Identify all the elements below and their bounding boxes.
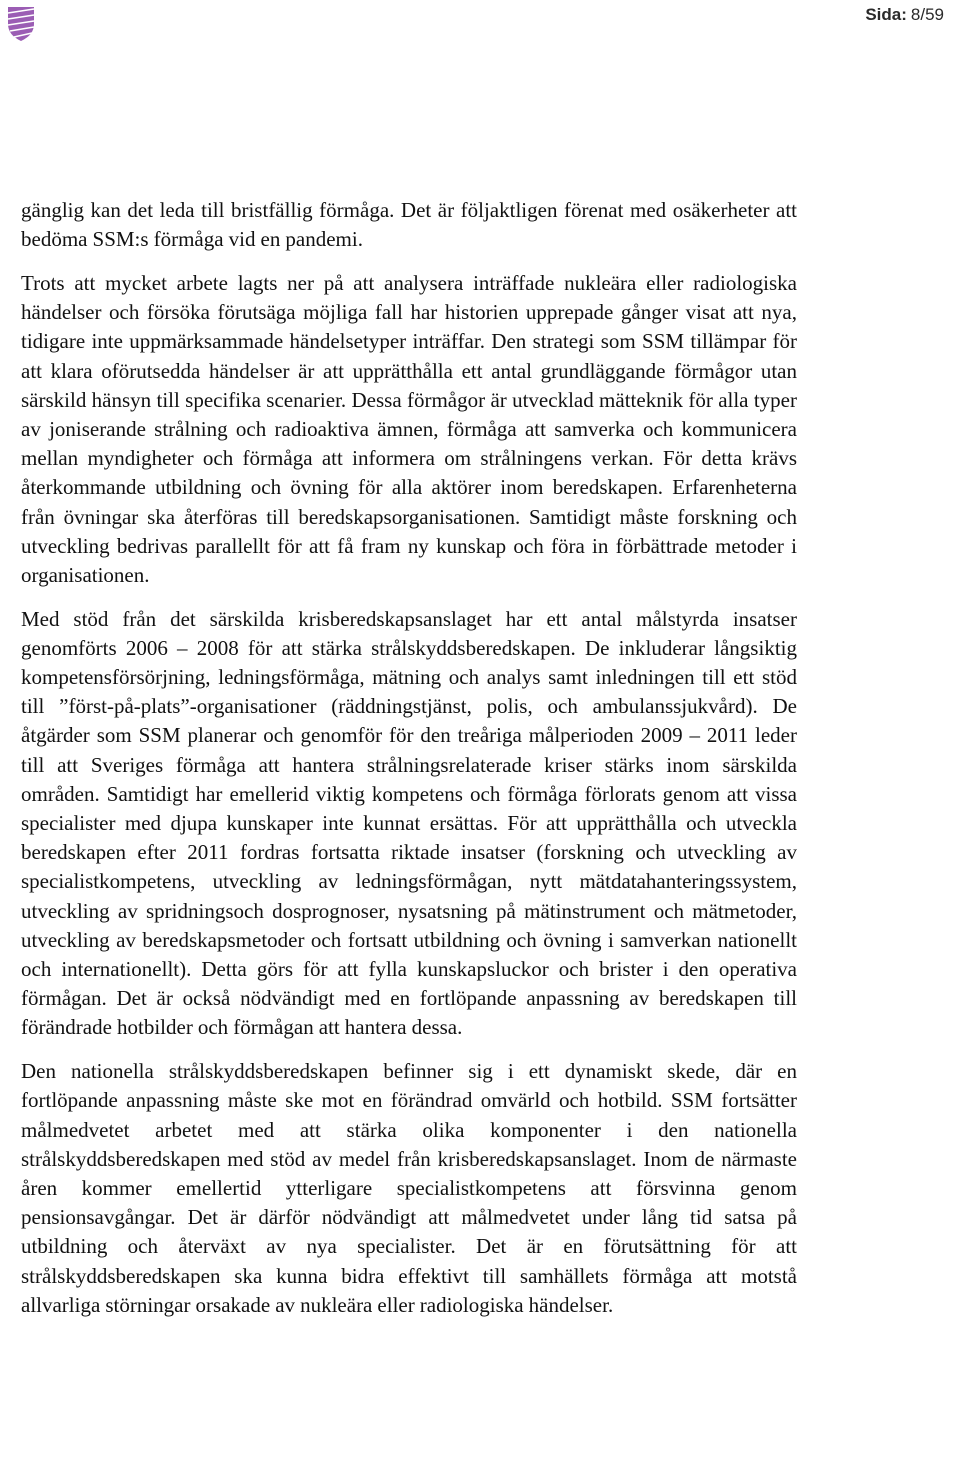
page-indicator [865,5,944,25]
shield-logo-icon [6,4,36,42]
page-number: 8/59 [910,5,944,24]
page-label: Sida: [865,5,907,24]
document-body [21,196,797,1335]
paragraph: Den nationella strålskyddsberedskapen befinner sig i ett dynamiskt skede, där en fortlöpande anpassning måste ske mot en förändrad omvärld och hotbild. SSM fortsätter målmedvetet arbetet med att stärka olika komponenter i den nationella strålskyddsberedskapen med stöd av medel från krisberedskapsanslaget. Inom de närmaste åren kommer emellertid ytterligare specialistkompetens att försvinna genom pensionsavgångar. Det är därför nödvändigt att målmedvetet under lång tid satsa på utbildning och återväxt av nya specialister. Det är en förutsättning för att strålskyddsberedskapen ska kunna bidra effektivt till samhällets förmåga att motstå allvarliga störningar orsakade av nukleära eller radiologiska händelser. [21,1059,797,1317]
paragraph: gänglig kan det leda till bristfällig förmåga. Det är följaktligen förenat med osäkerheter att bedöma SSM:s förmåga vid en pandemi. [21,198,797,252]
paragraph: Med stöd från det särskilda krisberedskapsanslaget har ett antal målstyrda insatser genomförts 2006 – 2008 för att stärka strålskyddsberedskapen. De inkluderar långsiktig kompetensförsörjning, ledningsförmåga, mätning och analys samt inledningen till ett stöd till ”först-på-plats”-organisationer (räddningstjänst, polis, och ambulanssjukvård). De åtgärder som SSM planerar och genomför för den treåriga målperioden 2009 – 2011 leder till att Sveriges förmåga att hantera strålningsrelaterade kriser stärks inom särskilda områden. Samtidigt har emellerid viktig kompetens och förmåga förlorats genom att vissa specialister med djupa kunskaper inte kunnat ersättas. För att upprätthålla och utveckla beredskapen efter 2011 fordras fortsatta riktade insatser (forskning och utveckling av specialistkompetens, utveckling av ledningsförmågan, nytt mätdatahanteringssystem, utveckling av spridningsoch dosprognoser, nysatsning på mätinstrument och mätmetoder, utveckling av beredskapsmetoder och fortsatt utbildning och övning i samverkan nationellt och internationellt). Detta görs för att fylla kunskapsluckor och brister i den operativa förmågan. Det är också nödvändigt med en fortlöpande anpassning av beredskapen till förändrade hotbilder och förmågan att hantera dessa. [21,606,797,1040]
paragraph: Trots att mycket arbete lagts ner på att analysera inträffade nukleära eller radiologiska händelser och försöka förutsäga möjliga fall har historien upprepade gånger visat att nya, tidigare inte uppmärksammade händelsetyper inträffar. Den strategi som SSM tillämpar för att klara oförutsedda händelser är att upprätthålla ett antal grundläggande förmågor utan särskild hänsyn till specifika scenarier. Dessa förmågor är utvecklad mätteknik för alla typer av joniserande strålning och radioaktiva ämnen, förmåga att samverka och kommunicera mellan myndigheter och förmåga att informera om strålningens verkan. För detta krävs återkommande utbildning och övning för alla aktörer inom beredskapen. Erfarenheterna från övningar ska återföras till beredskapsorganisationen. Samtidigt måste forskning och utveckling bedrivas parallellt för att få fram ny kunskap och föra in förbättrade metoder i organisationen. [21,270,797,587]
